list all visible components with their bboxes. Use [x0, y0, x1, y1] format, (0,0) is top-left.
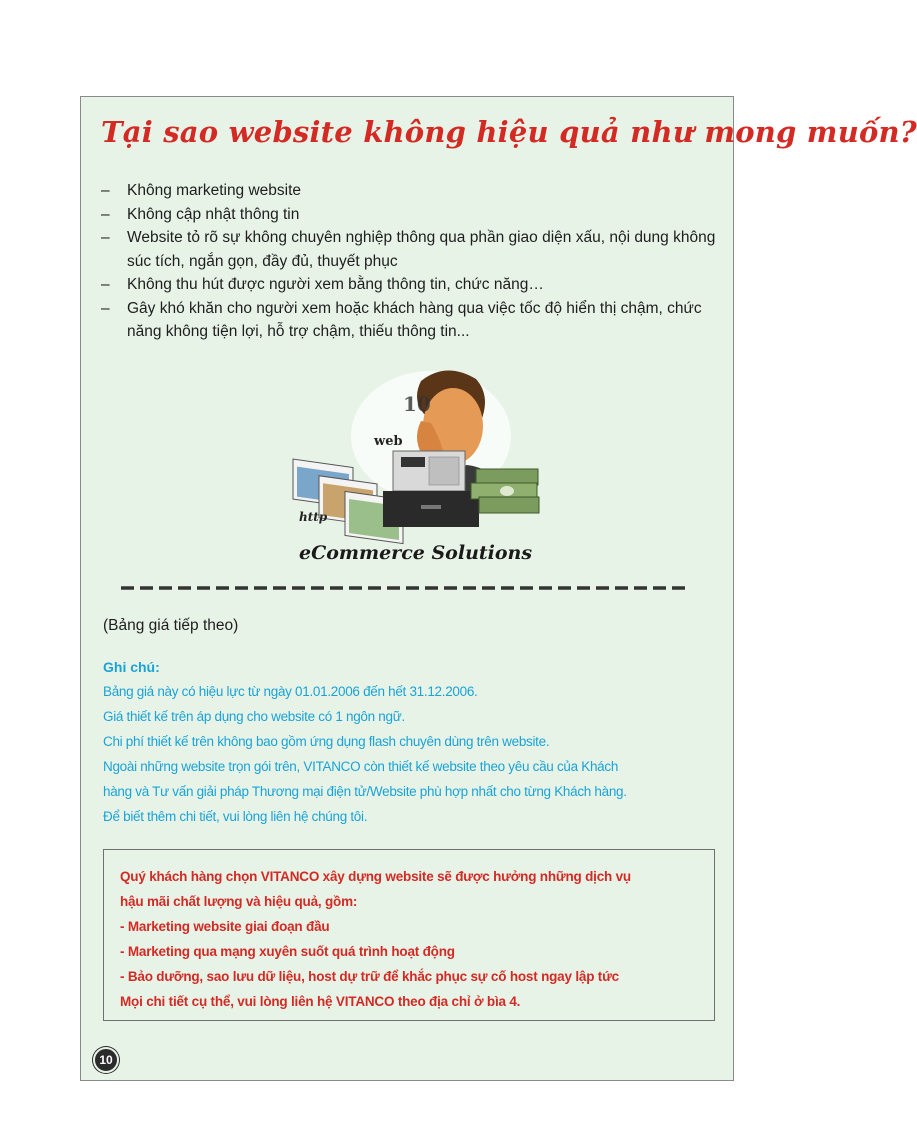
note-line: Chi phí thiết kế trên không bao gồm ứng dụng flash chuyên dùng trên website. [103, 734, 550, 749]
cash-register [383, 451, 479, 527]
list-dash: – [101, 229, 110, 246]
io-label: 10 [403, 392, 431, 416]
list-item [101, 226, 721, 273]
list-item-text: Website tỏ rõ sự không chuyên nghiệp thông qua phần giao diện xấu, nội dung không súc tích, ngắn gọn, đầy đủ, thuyết phục [127, 229, 716, 270]
note-line: Giá thiết kế trên áp dụng cho website có 1 ngôn ngữ. [103, 709, 405, 724]
list-dash: – [101, 299, 110, 317]
note-line: Bảng giá này có hiệu lực từ ngày 01.01.2006 đến hết 31.12.2006. [103, 684, 478, 699]
page-title: Tại sao website không hiệu quả như mong muốn? [101, 115, 917, 149]
list-item-text: Không thu hút được người xem bằng thông tin, chức năng… [127, 276, 544, 293]
services-line: - Marketing website giai đoạn đầu [120, 919, 330, 934]
money-stack [471, 469, 539, 513]
dashed-divider [121, 585, 689, 591]
notes-section [103, 655, 718, 829]
list-dash: – [101, 182, 110, 199]
web-label: web [374, 434, 403, 449]
list-dash: – [101, 276, 110, 293]
services-line: Quý khách hàng chọn VITANCO xây dựng website sẽ được hưởng những dịch vụ [120, 869, 631, 884]
ecommerce-caption: eCommerce Solutions [299, 542, 533, 564]
continued-label: (Bảng giá tiếp theo) [103, 617, 239, 634]
list-item [101, 179, 721, 203]
list-dash: – [101, 205, 110, 223]
list-item [101, 273, 721, 297]
page-number-badge: 10 [93, 1047, 119, 1073]
note-line: Ngoài những website trọn gói trên, VITANCO còn thiết kế website theo yêu cầu của Khách [103, 759, 619, 774]
list-item [101, 297, 721, 344]
reasons-list [101, 179, 721, 344]
list-item [101, 203, 721, 227]
notes-heading: Ghi chú: [103, 659, 160, 675]
list-item-text: Không cập nhật thông tin [127, 205, 300, 223]
brochure-page [80, 96, 917, 1081]
services-box [103, 849, 715, 1021]
list-item-text: Gây khó khăn cho người xem hoặc khách hàng qua việc tốc độ hiển thị chậm, chức năng không tiện lợi, hỗ trợ chậm, thiếu thông tin... [127, 299, 702, 340]
services-line: - Bảo dưỡng, sao lưu dữ liệu, host dự trữ để khắc phục sự cố host ngay lập tức [120, 969, 619, 984]
services-line: hậu mãi chất lượng và hiệu quả, gồm: [120, 894, 358, 909]
ecommerce-illustration [271, 361, 561, 571]
services-line: - Marketing qua mạng xuyên suốt quá trình hoạt động [120, 944, 455, 959]
http-label: http [299, 510, 328, 524]
note-line: hàng và Tư vấn giải pháp Thương mại điện tử/Website phù hợp nhất cho từng Khách hàng. [103, 784, 627, 799]
note-line: Để biết thêm chi tiết, vui lòng liên hệ chúng tôi. [103, 809, 368, 824]
list-item-text: Không marketing website [127, 182, 302, 199]
services-line: Mọi chi tiết cụ thể, vui lòng liên hệ VITANCO theo địa chỉ ở bìa 4. [120, 994, 521, 1009]
